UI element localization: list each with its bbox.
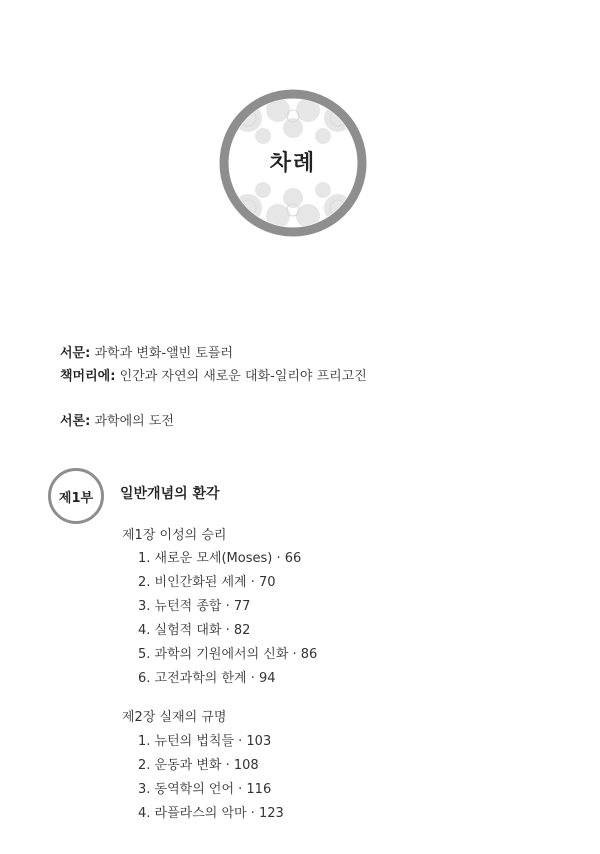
front-matter-label: 책머리에:: [60, 369, 116, 384]
front-matter-foreword: [60, 365, 367, 384]
page-title: 차례: [269, 151, 317, 176]
toc-entry: 1. 새로운 모세(Moses) · 66: [138, 551, 302, 566]
toc-entry: 2. 비인간화된 세계 · 70: [138, 575, 276, 590]
front-matter-text: 과학에의 도전: [94, 414, 174, 429]
chapter-title-2: 제2장 실재의 규명: [122, 710, 227, 725]
toc-entry: 6. 고전과학의 한계 · 94: [138, 671, 276, 686]
front-matter-preface: [60, 342, 233, 361]
toc-entry: 1. 뉴턴의 법칙들 · 103: [138, 734, 272, 749]
front-matter-text: 과학과 변화-앨빈 토플러: [94, 346, 234, 361]
toc-entry: 3. 뉴턴적 종합 · 77: [138, 599, 251, 614]
toc-entry: 5. 과학의 기원에서의 신화 · 86: [138, 647, 318, 662]
front-matter-text: 인간과 자연의 새로운 대화-일리야 프리고진: [119, 369, 367, 384]
toc-entry: 4. 실험적 대화 · 82: [138, 623, 251, 638]
toc-entry: 4. 라플라스의 악마 · 123: [138, 806, 284, 821]
toc-entry: 2. 운동과 변화 · 108: [138, 758, 259, 773]
front-matter-label: 서문:: [60, 346, 91, 361]
toc-entry: 3. 동역학의 언어 · 116: [138, 782, 272, 797]
chapter-title-1: 제1장 이성의 승리: [122, 528, 227, 543]
part-badge: [48, 468, 104, 524]
part-badge-label: 제1부: [58, 490, 94, 506]
front-matter-introduction: [60, 410, 174, 429]
front-matter-label: 서론:: [60, 414, 91, 429]
part-title: 일반개념의 환각: [120, 486, 220, 502]
